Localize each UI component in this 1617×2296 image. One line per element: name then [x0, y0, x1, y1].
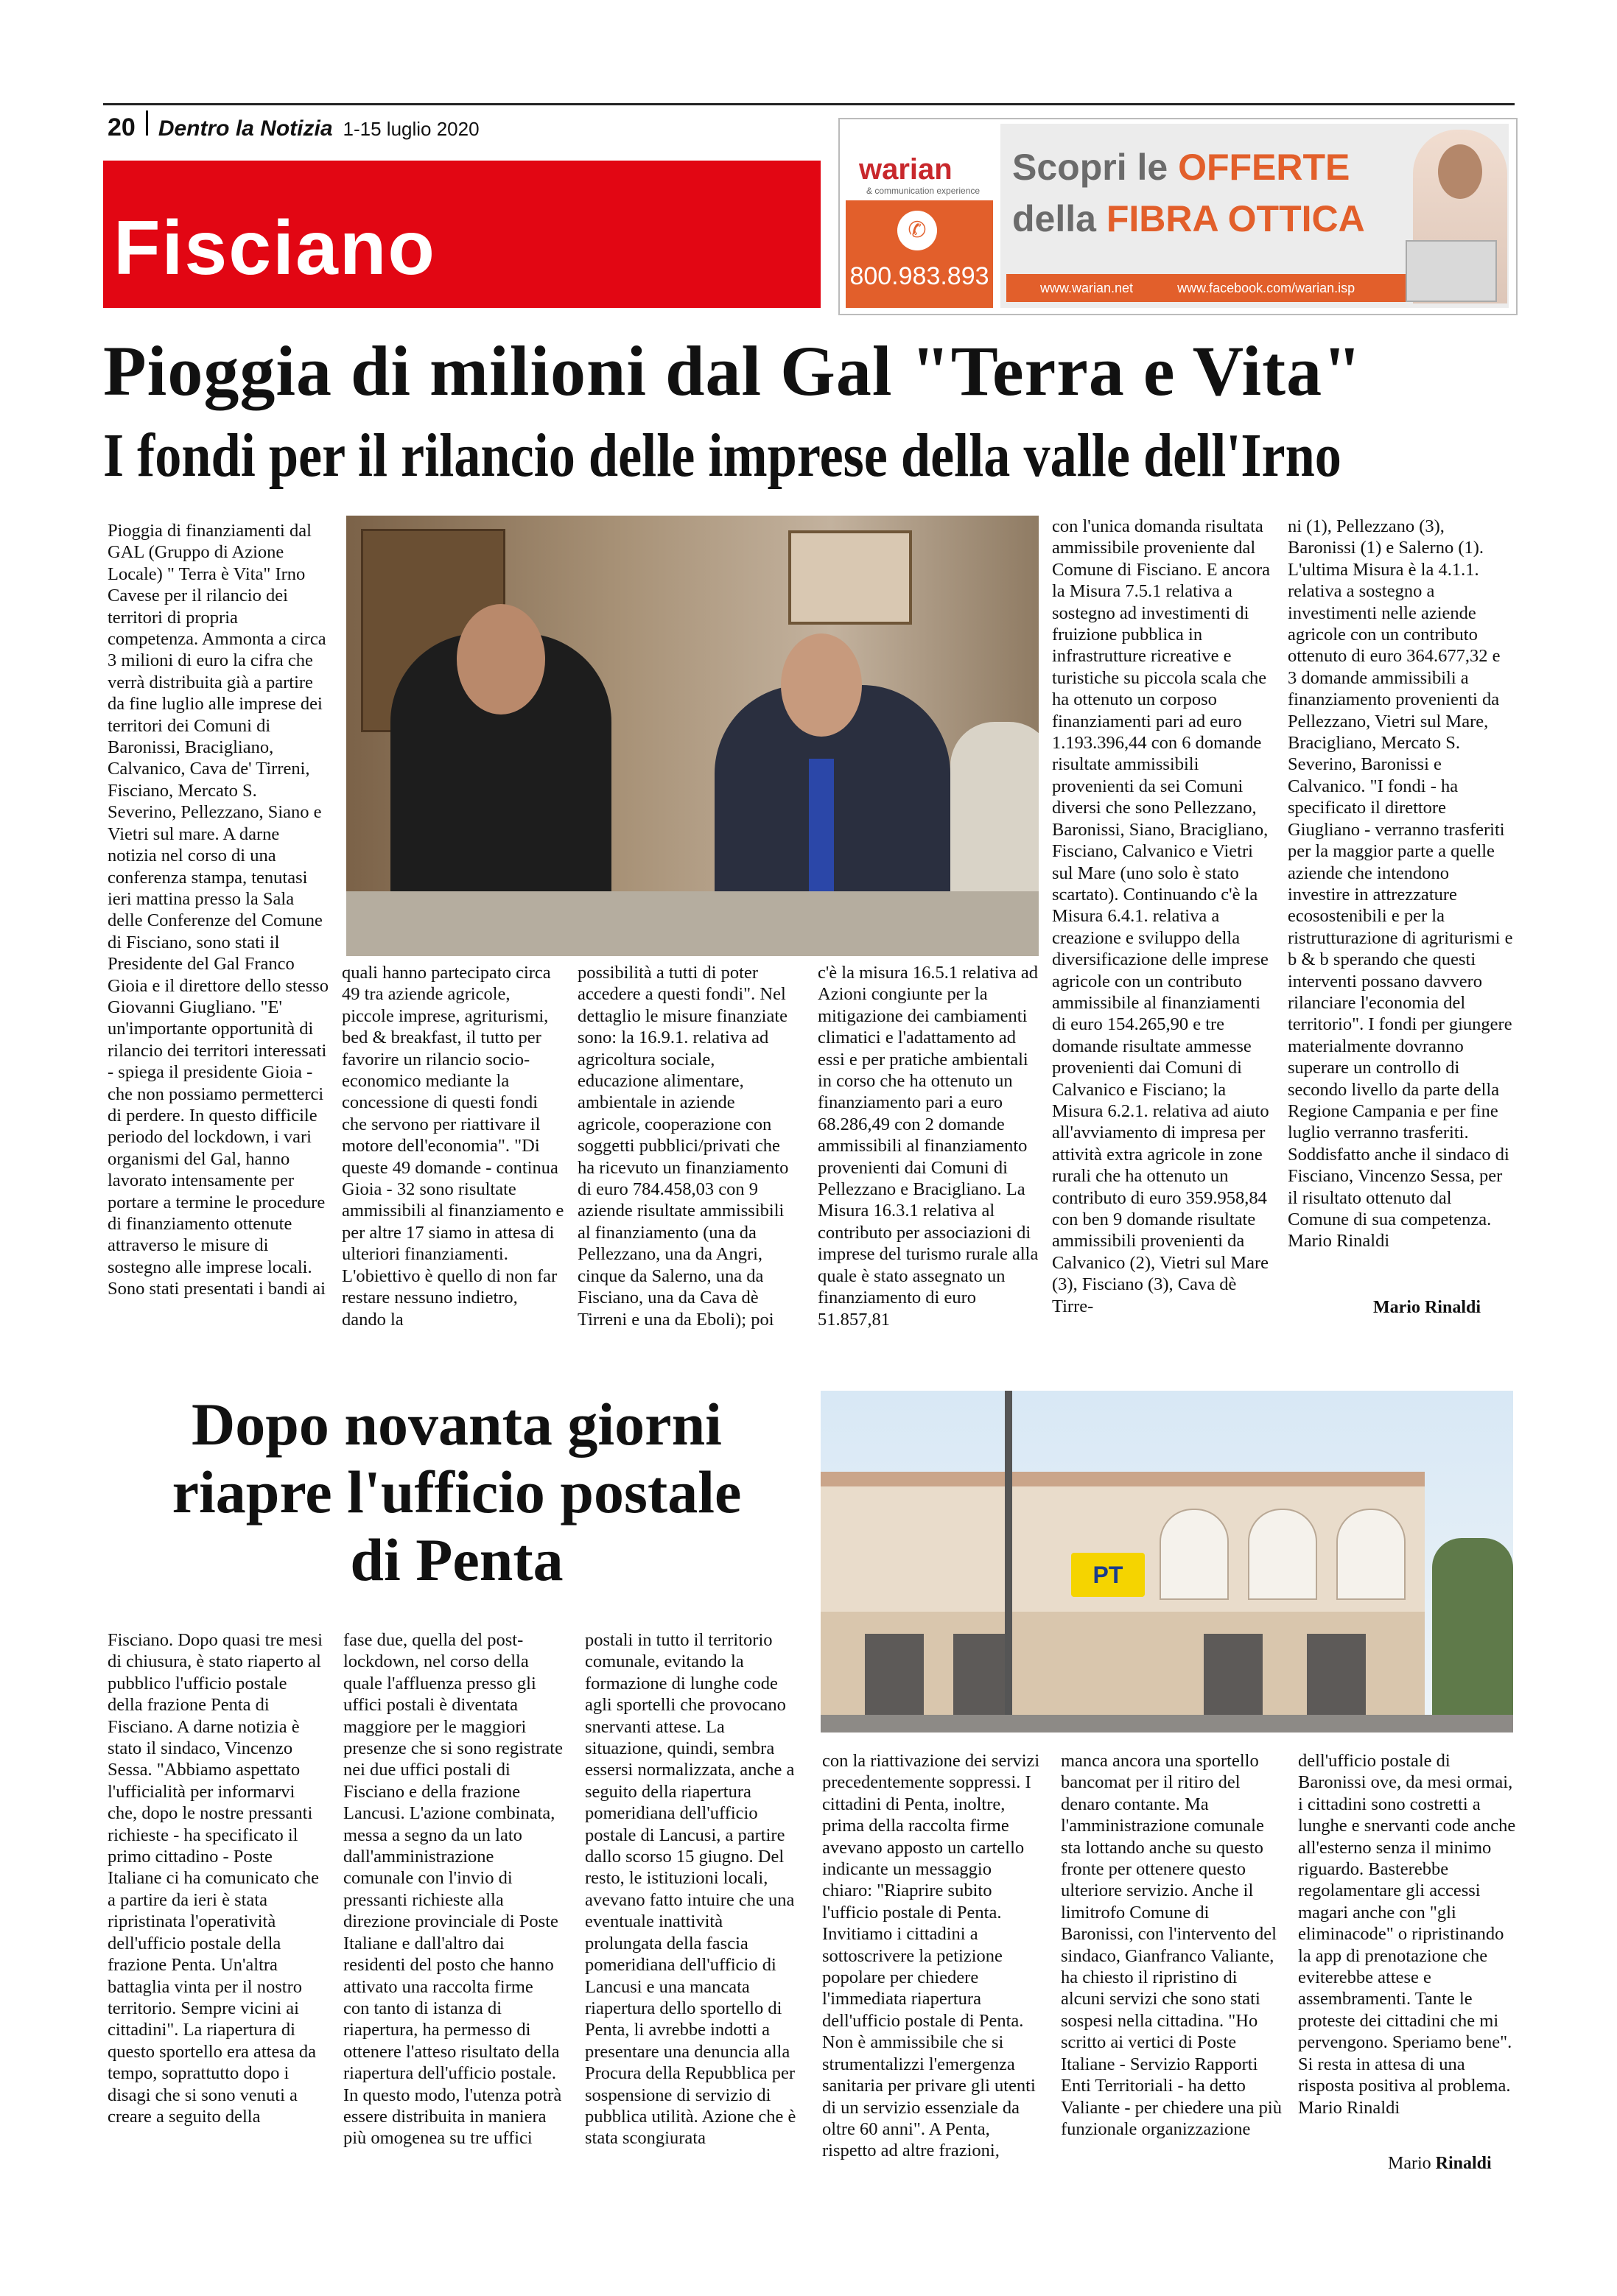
article2-headline: [103, 1391, 810, 1594]
article1-col3-text: possibilità a tutti di poter accedere a questi fondi". Nel dettaglio le misure finanziate sono: la 16.9.1. relativa ad agricoltura sociale, educazione alimentare, ambientale in aziende agricole, cooperazione con soggetti pubblici/privati che ha ricevuto un finanziamento di euro 784.458,03 con 9 aziende risultate ammissibili al finanziamento (una da Pellezzano, una da Angri, cinque da Salerno, una da Fisciano, una da Cava dè Tirreni e una da Eboli); poi: [578, 963, 789, 1330]
ad-phone-number: 800.983.893: [849, 262, 989, 290]
article2-byline: [1388, 2154, 1492, 2174]
laptop-icon: [1406, 240, 1497, 302]
article2-column-1: [108, 1629, 326, 2127]
header-separator: [146, 110, 148, 136]
article2-col3-text: postali in tutto il territorio comunale, evitando la formazione di lunghe code agli sportelli che provocano snervanti attese. La situazione, quindi, sembra essersi normalizzata, anche a seguito della riapertura pomeridiana dell'ufficio postale di Lancusi, a partire dallo scorso 15 giugno. Del resto, le istituzioni locali, avevano fatto intuire che una eventuale inattività prolungata della fascia pomeridiana dell'ufficio di Lancusi e una mancata riapertura dello sportello di Penta, li avrebbe indotti a presentare una denuncia alla Procura della Repubblica per sospensione di servizio di pubblica utilità. Azione che è stata scongiurata: [585, 1630, 796, 2149]
article1-subheadline: I fondi per il rilancio delle imprese della valle dell'Irno: [103, 421, 1341, 490]
ad-logo-tagline: & communication experience: [866, 186, 981, 196]
article2-column-3: [585, 1629, 803, 2149]
article2-column-5: [1061, 1750, 1282, 2140]
advertisement[interactable]: [838, 118, 1518, 315]
ad-logo-area: [846, 124, 993, 308]
section-title: Fisciano: [113, 206, 436, 291]
ad-headline-line2: della FIBRA OTTICA: [1012, 198, 1365, 239]
ad-model-image: [1413, 130, 1507, 303]
article2-byline-last: Rinaldi: [1435, 2154, 1492, 2173]
article1-col1-text: Pioggia di finanziamenti dal GAL (Gruppo di Azione Locale) " Terra è Vita" Irno Cavese per il rilancio dei territori di propria competenza. Ammonta a circa 3 milioni di euro la cifra che verrà distribuita già a partire da fine luglio alle imprese dei territori dei Comuni di Baronissi, Bracigliano, Calvanico, Cava de' Tirreni, Fisciano, Mercato S. Severino, Pellezzano, Siano e Vietri sul mare. A darne notizia nel corso di una conferenza stampa, tenutasi ieri mattina presso la Sala delle Conferenze del Comune di Fisciano, sono stati il Presidente del Gal Franco Gioia e il direttore dello stesso Giovanni Giugliano. "E' un'importante opportunità di rilancio dei territori interessati - spiega il presidente Gioia - che non possiamo permetterci di perdere. In questo difficile periodo del lockdown, i vari organismi del Gal, hanno lavorato intensamente per portare a termine le procedure di finanziamento ottenute attraverso le misure di sostegno alle imprese locali. Sono stati presentati i bandi ai: [108, 521, 329, 1299]
ad-headline-line1: Scopri le OFFERTE: [1012, 147, 1350, 188]
article1-signature: Mario Rinaldi: [1288, 1231, 1390, 1251]
article2-signature: Mario Rinaldi: [1298, 2097, 1400, 2118]
article1-column-5: [1052, 516, 1276, 1317]
article1-col4-text: c'è la misura 16.5.1 relativa ad Azioni congiunte per la mitigazione dei cambiamenti climatici e l'adattamento ad essi e per pratiche ambientali in corso che ha ottenuto un finanziamento pari a euro 68.286,49 con 2 domande ammissibili al finanziamento provenienti dai Comuni di Pellezzano e Bracigliano. La Misura 16.3.1 relativa al contributo per associazioni di imprese del turismo rurale alla quale è stato assegnato un finanziamento di euro 51.857,81: [818, 963, 1039, 1330]
article1-col5-text: con l'unica domanda risultata ammissibile proveniente dal Comune di Fisciano. E ancora la Misura 7.5.1 relativa a sostegno ad investimenti di fruizione pubblica in infrastrutture ricreative e turistiche su piccola scala che ha ottenuto un corposo finanziamenti pari ad euro 1.193.396,44 con 6 domande risultate ammissibili provenienti da sei Comuni diversi che sono Pellezzano, Baronissi, Siano, Bracigliano, Fisciano, Calvanico e Vietri sul Mare (uno solo è stato scartato). Continuando c'è la Misura 6.4.1. relativa a creazione e sviluppo della diversificazione delle imprese agricole con un contributo ammissibile al finanziamenti di euro 154.265,90 e tre domande risultate ammesse provenienti dai Comuni di Calvanico e Fisciano; la Misura 6.2.1. relativa ad aiuto all'avviamento di impresa per attività extra agricole in zone rurali che ha ottenuto un contributo di euro 359.958,84 con ben 9 domande risultate ammissibili provenienti da Calvanico (2), Vietri sul Mare (3), Fisciano (3), Cava dè Tirre-: [1052, 516, 1270, 1316]
article2-byline-first: Mario: [1388, 2154, 1431, 2173]
page-number: 20: [108, 113, 136, 141]
article2-column-6: [1298, 1750, 1518, 2118]
phone-icon: ✆: [897, 211, 937, 250]
publication-name: Dentro la Notizia: [158, 116, 333, 141]
article2-col5-text: manca ancora una sportello bancomat per il ritiro del denaro contante. Ma l'amministrazione comunale sta lottando anche su questo fronte per ottenere questo ulteriore servizio. Anche il limitrofo Comune di Baronissi, con l'intervento del sindaco, Gianfranco Valiante, ha chiesto il ripristino di alcuni servizi che sono stati sospesi nella cittadina. "Ho scritto ai vertici di Poste Italiane - Servizio Rapporti Enti Territoriali - ha detto Valiante - per chiedere una più funzionale organizzazione: [1061, 1751, 1282, 2139]
article2-col6-text: dell'ufficio postale di Baronissi ove, da mesi ormai, i cittadini sono costretti a lunghe e snervanti code anche all'esterno senza il minimo riguardo. Basterebbe regolamentare gli accessi magari anche con "gli eliminacode" o ripristinando la app di prenotazione che eviterebbe attese e assembramenti. Tante le proteste dei cittadini che mi pervengono. Speriamo bene". Si resta in attesa di una risposta positiva al problema.: [1298, 1751, 1516, 2096]
post-office-sign: PT: [1071, 1553, 1145, 1597]
article2-col2-text: fase due, quella del post-lockdown, nel corso della quale l'affluenza presso gli uffici postali è diventata maggiore per le maggiori presenze che si sono registrate nei due uffici postali di Fisciano e della frazione Lancusi. L'azione combinata, messa a segno da un lato dall'amministrazione comunale con l'invio di pressanti richieste alla direzione provinciale di Poste Italiane e dall'altro dai residenti del posto che hanno attivato una raccolta firme con tanto di istanza di riapertura, ha permesso di ottenere l'atteso risultato della riapertura dell'ufficio postale. In questo modo, l'utenza potrà essere distribuita in maniera più omogenea su tre uffici: [343, 1630, 563, 2149]
article2-col4-text: con la riattivazione dei servizi precedentemente soppressi. I cittadini di Penta, inoltre, prima della raccolta firme avevano apposto un cartello indicante un messaggio chiaro: "Riaprire subito l'ufficio postale di Penta. Invitiamo i cittadini a sottoscrivere la petizione popolare per chiedere l'immediata riapertura dell'ufficio postale di Penta. Non è ammissibile che si strumentalizzi l'emergenza sanitaria per privare gli utenti di un servizio essenziale da oltre 60 anni". A Penta, rispetto ad altre frazioni,: [822, 1751, 1040, 2161]
article1-column-1: [108, 520, 330, 1300]
article1-col6-text: ni (1), Pellezzano (3), Baronissi (1) e Salerno (1). L'ultima Misura è la 4.1.1. relativa a sostegno a investimenti nelle aziende agricole con un contributo ottenuto di euro 364.677,32 e 3 domande ammissibili a finanziamento provenienti da Pellezzano, Vietri sul Mare, Bracigliano, Mercato S. Severino, Baronissi e Calvanico. "I fondi - ha specificato il direttore Giugliano - verranno trasferiti per la maggior parte a quelle aziende che intendono investire in attrezzature ecosostenibili e per la ristrutturazione di agriturismi e b & b sperando che questi interventi possano davvero rilanciare l'economia del territorio". I fondi per giungere materialmente dovranno superare un controllo di secondo livello da parte della Regione Campania e per fine luglio verranno trasferiti. Soddisfatto anche il sindaco di Fisciano, Vincenzo Sessa, per il risultato ottenuto dal Comune di sua competenza.: [1288, 516, 1513, 1229]
article1-photo: [346, 516, 1039, 956]
ad-model-head: [1438, 144, 1482, 199]
article2-headline-line2: riapre l'ufficio postale: [172, 1458, 742, 1526]
ad-phone-box: [846, 200, 993, 308]
issue-date: 1-15 luglio 2020: [343, 118, 480, 140]
ad-footer: [1006, 274, 1419, 302]
article2-headline-line3: di Penta: [350, 1526, 564, 1593]
running-header: [108, 110, 480, 142]
article2-column-4: [822, 1750, 1043, 2162]
article1-headline: Pioggia di milioni dal Gal "Terra e Vita": [103, 331, 1363, 410]
ad-website[interactable]: www.warian.net: [1040, 281, 1134, 295]
article1-column-3: [578, 962, 799, 1330]
article1-column-4: [818, 962, 1042, 1330]
ad-offer-panel: [1000, 124, 1509, 308]
article2-headline-line1: Dopo novanta giorni: [192, 1391, 722, 1458]
article2-column-2: [343, 1629, 563, 2149]
ad-logo: warian: [859, 153, 953, 186]
ad-facebook[interactable]: www.facebook.com/warian.isp: [1177, 281, 1355, 295]
article1-column-6: [1288, 516, 1513, 1252]
article2-photo: [821, 1391, 1513, 1732]
article1-column-2: [342, 962, 564, 1330]
article1-byline: Mario Rinaldi: [1373, 1298, 1481, 1317]
article2-col1-text: Fisciano. Dopo quasi tre mesi di chiusura, è stato riaperto al pubblico l'ufficio postale della frazione Penta di Fisciano. A darne notizia è stato il sindaco, Vincenzo Sessa. "Abbiamo aspettato l'ufficialità per informarvi che, dopo le nostre pressanti richieste - ha specificato il primo cittadino - Poste Italiane ci ha comunicato che a partire da ieri è stata ripristinata l'operatività dell'ufficio postale della frazione Penta. Un'altra battaglia vinta per il nostro territorio. Sempre vicini ai cittadini". La riapertura di questo sportello era attesa da tempo, soprattutto dopo i disagi che si sono venuti a creare a seguito della: [108, 1630, 323, 2127]
article1-col2-text: quali hanno partecipato circa 49 tra aziende agricole, piccole imprese, agriturismi, bed & breakfast, il tutto per favorire un rilancio socio-economico mediante la concessione di questi fondi che servono per riattivare il motore dell'economia". "Di queste 49 domande - continua Gioia - 32 sono risultate ammissibili al finanziamento e per altre 17 siamo in attesa di ulteriori finanziamenti. L'obiettivo è quello di non far restare nessuno indietro, dando la: [342, 963, 564, 1330]
section-banner: [103, 161, 821, 308]
header-rule: [103, 103, 1515, 105]
